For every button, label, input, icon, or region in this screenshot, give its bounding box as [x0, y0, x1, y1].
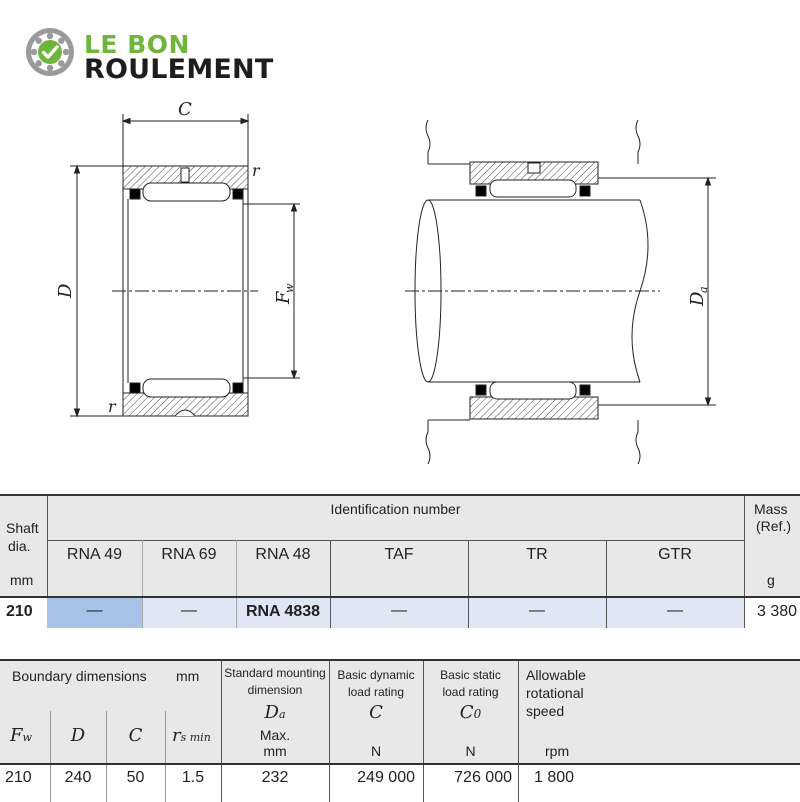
c-header: C	[128, 725, 143, 746]
row-da-value: 232	[261, 769, 289, 786]
identification-table	[0, 494, 800, 628]
col-rna48: RNA 48	[255, 546, 311, 563]
col-rna69: RNA 69	[161, 546, 217, 563]
da-header: Da	[264, 702, 286, 723]
row-rna49-value: —	[86, 602, 103, 619]
row-d-value: 240	[64, 769, 92, 786]
mass-label: Mass	[754, 501, 788, 517]
row-tr-value: —	[529, 602, 545, 619]
row-mass-value: 3 380	[757, 603, 798, 620]
dim-label-fw: F	[273, 291, 294, 304]
dyn-label1: Basic dynamic	[337, 668, 415, 682]
speed-label2: rotational	[526, 685, 584, 701]
d-header: D	[70, 725, 86, 746]
row-shaft-value: 210	[6, 603, 33, 620]
stat-label2: load rating	[442, 685, 499, 699]
boundary-unit-label: mm	[176, 668, 200, 684]
speed-unit-label: rpm	[545, 743, 570, 759]
row-taf-value: —	[391, 602, 407, 619]
dyn-unit-label: N	[370, 743, 382, 759]
col-taf: TAF	[384, 546, 414, 563]
speed-label1: Allowable	[526, 667, 586, 683]
dim-label-da-sub: a	[697, 286, 710, 293]
row-c-value: 50	[126, 769, 145, 786]
dyn-label2: load rating	[347, 685, 405, 699]
mount-label2: dimension	[247, 683, 303, 697]
dim-label-c: C	[178, 100, 192, 120]
dim-label-r-bottom: r	[108, 397, 116, 416]
mount-unit-label: mm	[263, 743, 287, 759]
brand-line2: ROULEMENT	[84, 54, 274, 85]
mass-unit-label: g	[767, 572, 775, 588]
fw-header: Fw	[10, 725, 32, 746]
shaft-mm-label: mm	[10, 572, 34, 588]
cor-header: C0	[459, 702, 482, 723]
row-cor-value: 726 000	[454, 769, 512, 786]
row-rna69-value: —	[181, 602, 197, 619]
boundary-dims-label: Boundary dimensions	[12, 668, 147, 684]
shaft-dia-label2: dia.	[8, 538, 31, 554]
mount-max-label: Max.	[259, 727, 291, 743]
dim-label-da: D	[687, 291, 708, 306]
row-rna48-value: RNA 4838	[245, 603, 321, 620]
dimensions-table	[0, 659, 800, 802]
brand-logo	[24, 26, 304, 86]
row-fw-value: 210	[5, 769, 32, 786]
col-rna49: RNA 49	[66, 546, 123, 563]
row-cr-value: 249 000	[357, 769, 415, 786]
dim-label-r-top: r	[252, 161, 260, 180]
identification-number-header: Identification number	[330, 501, 461, 517]
row-rs-value: 1.5	[181, 769, 205, 786]
brand-line1: LE BON	[84, 30, 190, 59]
rs-min-header: rs min	[172, 725, 211, 746]
bearing-check-icon	[24, 26, 76, 78]
mount-label1: Standard mounting	[224, 666, 326, 680]
shaft-dia-label: Shaft	[6, 520, 39, 536]
dim-label-d: D	[55, 283, 76, 298]
stat-label1: Basic static	[440, 668, 501, 682]
row-speed-value: 1 800	[534, 769, 575, 786]
cr-header: C	[369, 702, 383, 723]
col-tr: TR	[526, 546, 548, 563]
bearing-technical-drawing	[0, 100, 800, 470]
stat-unit-label: N	[465, 743, 476, 759]
mass-ref-label: (Ref.)	[756, 518, 791, 534]
speed-label3: speed	[526, 703, 565, 719]
col-gtr: GTR	[658, 546, 692, 563]
row-gtr-value: —	[667, 602, 683, 619]
dim-label-fw-sub: w	[283, 283, 296, 293]
